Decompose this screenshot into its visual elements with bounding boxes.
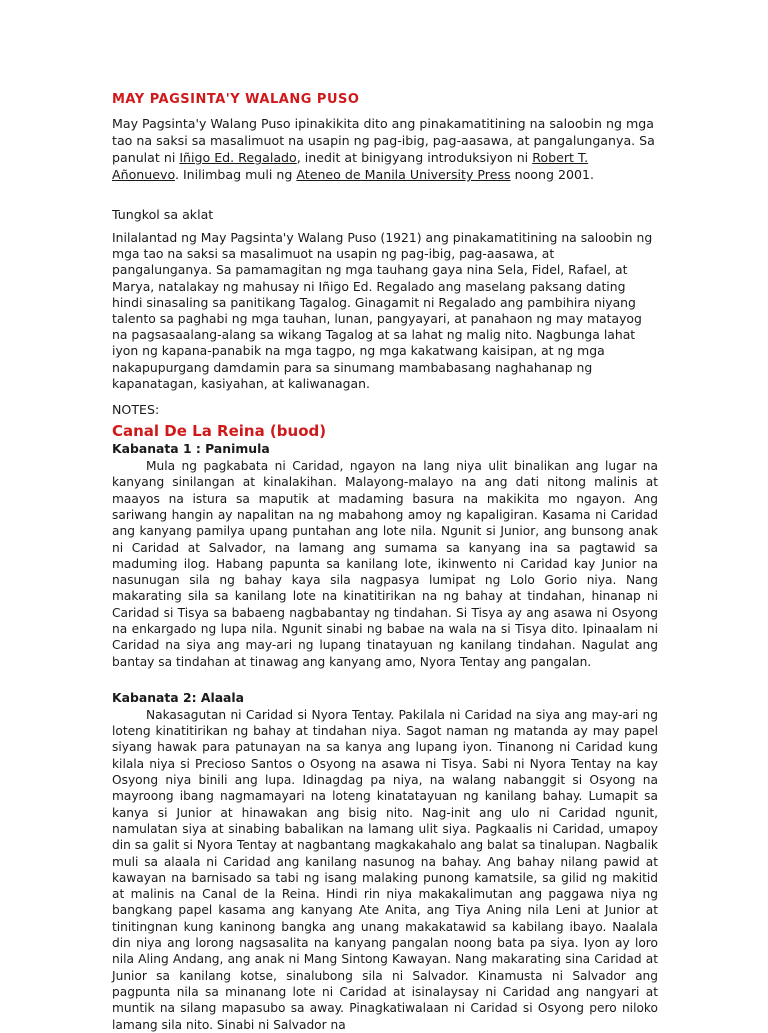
about-paragraph: Inilalantad ng May Pagsinta'y Walang Puso (1921) ang pinakamatitining na saloobin ng mga tao na saksi sa masalimuot na usapin ng pag-ibig, pag-aasawa, at pangalunganya. Sa pamamagitan ng mga tauhang gaya nina Sela, Fidel, Rafael, at Marya, natalakay ng mahusay ni Iñigo Ed. Regalado ang maselang paksang dating hindi sinasaling sa panitikang Tagalog. Ginagamit ni Regalado ang pambihira niyang talento sa paghabi ng mga tauhan, lunan, pangyayari, at panahaon ng may matayog na pagsasaalang-alang sa wikang Tagalog at sa lahat ng malig nito. Nagbunga lahat iyon ng kapana-panabik na mga tagpo, ng mga kakatwang kaisipan, at ng mga nakapupurgang damdamin para sa sinumang mambabasang naghahanap ng kapanatagan, kasiyahan, at kaliwanagan.: [112, 230, 653, 391]
press-link[interactable]: Ateneo de Manila University Press: [296, 167, 511, 182]
section-title: Canal De La Reina (buod): [112, 422, 327, 441]
editor-link[interactable]: Robert T. Añonuevo: [112, 150, 589, 182]
intro-text-2: , inedit at binigyang introduksiyon ni: [296, 150, 533, 165]
about-heading: Tungkol sa aklat: [112, 207, 214, 222]
document-title: MAY PAGSINTA'Y WALANG PUSO: [112, 92, 360, 107]
intro-paragraph: [112, 115, 658, 183]
document-content: [112, 92, 658, 1033]
chapter-1-title: Kabanata 1 : Panimula: [112, 441, 270, 457]
notes-label: NOTES:: [112, 402, 160, 418]
chapter-2-title: Kabanata 2: Alaala: [112, 689, 245, 705]
author-link[interactable]: Iñigo Ed. Regalado: [179, 150, 297, 165]
intro-text-3: . Inilimbag muli ng: [174, 167, 297, 182]
intro-text-1: May Pagsinta'y Walang Puso ipinakikita dito ang pinakamatitining na saloobin ng mga tao na saksi sa masalimuot na usapin ng pag-ibig, pag-aasawa, at pangalunganya. Sa panulat ni: [112, 116, 655, 165]
intro-text-4: noong 2001.: [510, 167, 595, 182]
chapter-1-body: Mula ng pagkabata ni Caridad, ngayon na lang niya ulit binalikan ang lugar na kanyang sinilangan at kinalakihan. Malayong-malayo na ang dati nitong malinis at maayos na istura sa maputik at madaming basura na makikita mo ngayon. Ang sariwang hangin ay napalitan na ng mabahong amoy ng kapaligiran. Kasama ni Caridad ang kanyang pamilya upang puntahan ang lote nila. Ngunit si Junior, ang bunsong anak ni Caridad at Salvador, na lamang ang sumama sa kanyang ina sa pagtawid sa maduming ilog. Habang papunta sa kanilang lote, ikinwento ni Caridad kay Junior na nasunugan sila ng bahay kaya sila nagpasya lumipat ng Lolo Gorio niya. Nang makarating sila sa kanilang lote na kinatitirikan na ng bahay at tindahan, hinanap ni Caridad si Tisya sa babaeng nagbabantay ng tindahan. Si Tisya ay ang asawa ni Osyong na enkargado ng lupa nila. Ngunit sinabi ng babae na wala na si Tisya dito. Ipinaalam ni Caridad na siya ang may-ari ng lupang tinatayuan ng kanilang tindahan. Nagulat ang bantay sa tindahan at tinawag ang kanyang amo, Nyora Tentay ang pangalan.: [112, 459, 658, 669]
chapter-2-body: Nakasagutan ni Caridad si Nyora Tentay. Pakilala ni Caridad na siya ang may-ari ng loteng kinatitirikan ng bahay at tindahan niya. Sagot naman ng matanda ay may papel siyang hawak para patunayan na sa kanya ang lupang iyon. Tinanong ni Caridad kung kilala niya si Precioso Santos o Osyong na asawa ni Tisya. Sabi ni Nyora Tentay na kay Osyong niya binili ang lupa. Idinagdag pa niya, na walang nabanggit si Osyong na mayroong ibang nagmamayari na loteng kinatatayuan ng kanilang bahay. Lumapit sa kanya si Junior at hinawakan ang bisig nito. Nag-init ang ulo ni Caridad ngunit, namulatan siya at sinabing babalikan na lamang ulit siya. Pagkaalis ni Caridad, umapoy din sa galit si Nyora Tentay at nagbantang magkakahalo ang balat sa tinalupan. Nagbalik muli sa alaala ni Caridad ang kanilang nasunog na bahay. Ang bahay nilang pawid at kawayan na barnisado sa tabi ng isang malaking punong kamatsile, sa gilid ng makitid at malinis na Canal de la Reina. Hindi rin niya makakalimutan ang paggawa niya ng bangkang papel kasama ang kanyang Ate Anita, ang Tiya Aning nila Leni at Junior at tinitingnan kung kaninong bangka ang unang makakatawid sa kabilang ibayo. Naalala din niya ang lorong nagsasalita na kanyang pangalan noong bata pa siya. Iyon ay loro nila Aling Andang, ang anak ni Mang Sintong Kawayan. Nang makarating sina Caridad at Junior sa kanilang kotse, sinalubong sila ni Salvador. Kinamusta ni Salvador ang pagpunta nila sa minanang lote ni Caridad at isinalaysay ni Caridad ang nangyari at muntik na silang mapasubo sa away. Pinagkatiwalaan ni Caridad si Osyong pero niloko lamang sila nito. Sinabi ni Salvador na: [112, 707, 658, 1032]
